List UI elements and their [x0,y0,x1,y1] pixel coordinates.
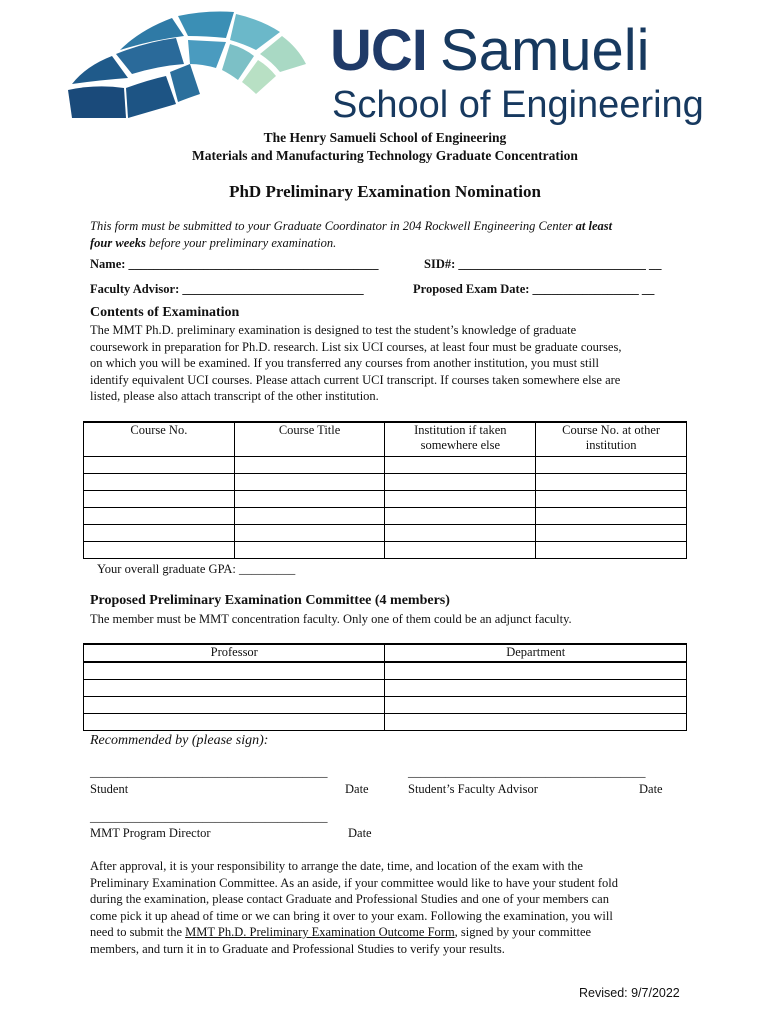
contents-line: listed, please also attach transcript of the other institution. [90,389,379,403]
name-field[interactable]: Name: ________________________________________ [90,257,379,271]
revised-date: Revised: 9/7/2022 [579,986,680,1000]
intro-italic: This form must be submitted to your Graduate Coordinator in 204 Rockwell Engineering Center [90,219,576,233]
logo-school-text: School of Engineering [332,84,704,126]
advisor-date-label: Date [639,782,663,796]
gpa-field[interactable]: Your overall graduate GPA: _________ [97,562,296,576]
table-row[interactable] [84,473,687,490]
logo-graphic-icon [66,8,316,120]
committee-heading: Proposed Preliminary Examination Committee (4 members) [90,593,450,608]
table-row[interactable] [84,679,687,696]
closing-line: members, and turn it in to Graduate and Professional Studies to verify your results. [90,941,505,956]
intro-italic-end: before your preliminary examination. [145,235,337,250]
contents-paragraph [90,322,700,405]
outcome-form-link[interactable]: MMT Ph.D. Preliminary Examination Outcome Form [185,925,455,939]
table-row[interactable] [84,524,687,541]
contents-heading: Contents of Examination [90,305,240,320]
col-professor: Professor [84,644,385,662]
closing-line: during the examination, please contact Graduate and Professional Studies and one of your members can [90,892,609,906]
committee-table-header [84,644,687,662]
contents-line: The MMT Ph.D. preliminary examination is designed to test the student’s knowledge of graduate [90,323,577,337]
table-row[interactable] [84,713,687,730]
committee-table [83,643,687,731]
contents-line: coursework in preparation for Ph.D. research. List six UCI courses, at least four must be graduate courses, [90,339,622,354]
school-logo [66,8,726,128]
logo-samueli-text: Samueli [440,18,650,83]
table-row[interactable] [84,490,687,507]
col-course-no-other: Course No. at other institution [536,422,687,456]
student-date-label: Date [345,782,369,796]
col-course-title: Course Title [234,422,385,456]
logo-uci-text: UCI [330,18,427,83]
header-line-2: Materials and Manufacturing Technology Graduate Concentration [192,148,578,163]
table-row[interactable] [84,507,687,524]
exam-date-field[interactable]: Proposed Exam Date: _________________ __ [413,282,655,296]
sid-field[interactable]: SID#: ______________________________ __ [424,257,662,271]
col-institution: Institution if taken somewhere else [385,422,536,456]
director-signature-line[interactable]: ______________________________________ [90,810,328,824]
page-title: PhD Preliminary Examination Nomination [229,182,541,201]
table-row[interactable] [84,662,687,679]
intro-emphasis-2: four weeks [90,235,146,250]
closing-line: Preliminary Examination Committee. As an aside, if your committee would like to have your student fold [90,875,619,890]
closing-paragraph [90,858,700,957]
closing-line: After approval, it is your responsibility to arrange the date, time, and location of the exam with the [90,859,583,873]
recommended-heading: Recommended by (please sign): [90,733,269,748]
col-department: Department [385,644,687,662]
student-signature-line[interactable]: ______________________________________ [90,765,328,779]
student-label: Student [90,782,129,796]
closing-line: come pick it up ahead of time or we can bring it over to your exam. Following the examination, you will [90,908,613,923]
committee-note: The member must be MMT concentration faculty. Only one of them could be an adjunct faculty. [90,612,572,626]
advisor-label: Student’s Faculty Advisor [408,782,538,796]
director-label: MMT Program Director [90,826,211,840]
intro-text [90,218,690,251]
intro-emphasis-1: at least [575,219,613,233]
advisor-signature-line[interactable]: ______________________________________ [408,765,646,779]
table-row[interactable] [84,456,687,473]
table-row[interactable] [84,696,687,713]
course-table [83,421,687,559]
contents-line: on which you will be examined. If you transferred any courses from another institution, you must still [90,356,599,370]
col-course-no: Course No. [84,422,235,456]
director-date-label: Date [348,826,372,840]
course-table-header [84,422,687,456]
table-row[interactable] [84,541,687,558]
closing-line: need to submit the MMT Ph.D. Preliminary Examination Outcome Form, signed by your committee [90,925,592,939]
header-line-1: The Henry Samueli School of Engineering [263,130,507,145]
contents-line: identify equivalent UCI courses. Please attach current UCI transcript. If courses taken somewhere else are [90,372,621,387]
faculty-advisor-field[interactable]: Faculty Advisor: _____________________________ [90,282,364,296]
